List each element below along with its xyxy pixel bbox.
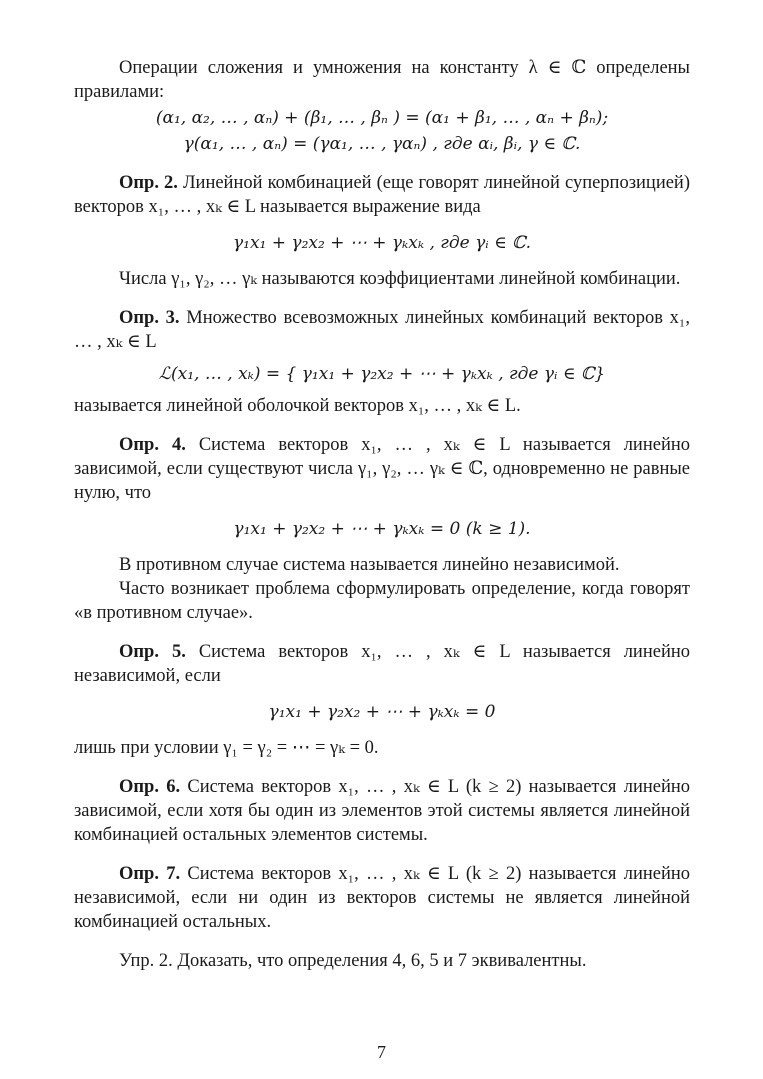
page-number: 7 <box>377 1042 386 1062</box>
definition-4-label: Опр. 4. <box>119 435 186 455</box>
definition-5 <box>74 640 690 688</box>
definition-5-text: Система векторов x₁, … , xₖ ∈ L называется линейно независимой, если <box>74 642 690 686</box>
definition-6-label: Опр. 6. <box>119 777 181 797</box>
definition-5-after: лишь при условии γ₁ = γ₂ = ⋯ = γₖ = 0. <box>74 738 379 758</box>
definition-4-after-1: В противном случае система называется линейно независимой. <box>119 555 620 575</box>
definition-3-text: Множество всевозможных линейных комбинаций векторов x₁, … , xₖ ∈ L <box>74 308 691 352</box>
formula-linear-combination: γ₁x₁ + γ₂x₂ + ⋯ + γₖxₖ , где γᵢ ∈ ℂ. <box>232 233 531 253</box>
formula-sum: (α₁, α₂, … , αₙ) + (β₁, … , βₙ ) = (α₁ + β₁, … , αₙ + βₙ); <box>155 108 609 128</box>
formula-scalar: γ(α₁, … , αₙ) = (γα₁, … , γαₙ) , где αᵢ, βᵢ, γ ∈ ℂ. <box>183 134 581 154</box>
formula-linear-span: ℒ(x₁, … , xₖ) = { γ₁x₁ + γ₂x₂ + ⋯ + γₖxₖ , где γᵢ ∈ ℂ} <box>158 364 606 384</box>
definition-7-text: Система векторов x₁, … , xₖ ∈ L (k ≥ 2) называется линейно независимой, если ни один из векторов системы не является линейной комбинацией остальных. <box>74 864 691 932</box>
exercise-2: Упр. 2. Доказать, что определения 4, 6, 5 и 7 эквивалентны. <box>119 951 587 971</box>
definition-4-after-2: Часто возникает проблема сформулировать определение, когда говорят «в противном случае». <box>74 579 690 623</box>
definition-5-label: Опр. 5. <box>119 642 186 662</box>
definition-2-text: Линейной комбинацией (еще говорят линейной суперпозицией) векторов x₁, … , xₖ ∈ L называется выражение вида <box>74 173 690 217</box>
definition-7 <box>74 862 690 934</box>
formula-independence: γ₁x₁ + γ₂x₂ + ⋯ + γₖxₖ = 0 <box>268 702 496 722</box>
definition-6 <box>74 775 690 847</box>
definition-7-label: Опр. 7. <box>119 864 181 884</box>
definition-4-text: Система векторов x₁, … , xₖ ∈ L называется линейно зависимой, если существуют числа γ₁, γ₂, … γₖ ∈ ℂ, одновременно не равные нулю, что <box>74 435 690 503</box>
definition-6-text: Система векторов x₁, … , xₖ ∈ L (k ≥ 2) называется линейно зависимой, если хотя бы один из элементов этой системы является линейной комбинацией остальных элементов системы. <box>74 777 691 845</box>
definition-3-label: Опр. 3. <box>119 308 180 328</box>
intro-paragraph: Операции сложения и умножения на константу λ ∈ ℂ определены правилами: <box>74 58 690 102</box>
page-content <box>74 56 690 973</box>
definition-4 <box>74 433 690 505</box>
definition-3-after: называется линейной оболочкой векторов x₁, … , xₖ ∈ L. <box>74 396 521 416</box>
definition-3 <box>74 306 690 354</box>
definition-2-label: Опр. 2. <box>119 173 178 193</box>
formula-dependence: γ₁x₁ + γ₂x₂ + ⋯ + γₖxₖ = 0 (k ≥ 1). <box>233 519 531 539</box>
definition-2-after: Числа γ₁, γ₂, … γₖ называются коэффициентами линейной комбинации. <box>119 269 681 289</box>
definition-2 <box>74 171 690 219</box>
